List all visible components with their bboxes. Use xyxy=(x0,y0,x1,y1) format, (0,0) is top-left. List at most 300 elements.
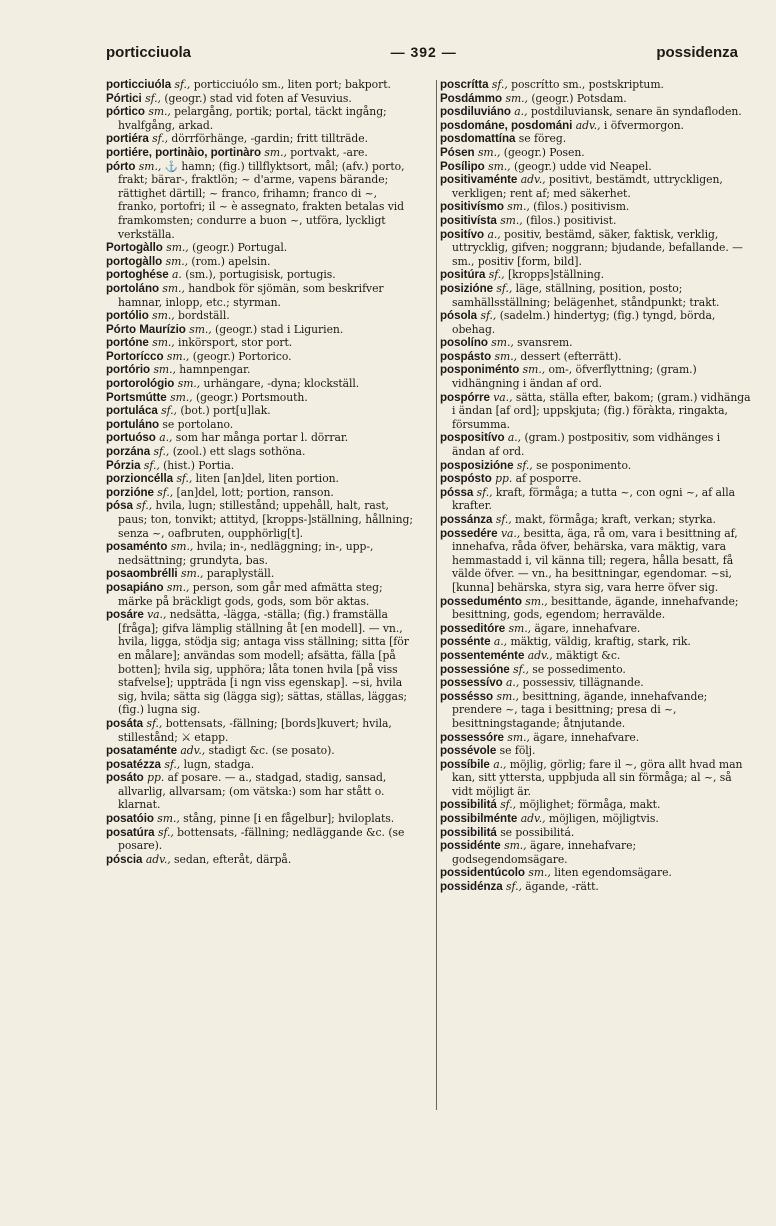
entry-definition: kraft, förmåga; a tutta ~, con ogni ~, af alla krafter. xyxy=(452,485,736,513)
entry-grammar: sf., xyxy=(145,91,161,105)
entry-headword: portoláno xyxy=(106,281,160,295)
dictionary-entry xyxy=(106,255,414,269)
entry-definition: (rom.) apelsin. xyxy=(191,254,271,268)
entry-definition: (geogr.) Portugal. xyxy=(192,241,288,255)
dictionary-entry xyxy=(106,146,414,160)
entry-grammar: sm., xyxy=(166,241,189,255)
entry-headword: posdománe, posdománi xyxy=(440,118,573,132)
dictionary-entry xyxy=(106,812,414,826)
dictionary-entry xyxy=(440,595,752,622)
entry-definition: stång, pinne [i en fågelbur]; hviloplats. xyxy=(183,812,395,826)
entry-grammar: sf., xyxy=(488,268,505,282)
entry-grammar: sm., xyxy=(152,309,175,323)
dictionary-entry xyxy=(440,663,752,677)
entry-definition: liten [an]del, liten portion. xyxy=(195,472,339,486)
entry-headword: posaombrélli xyxy=(106,567,178,581)
dictionary-entry xyxy=(106,853,414,867)
dictionary-entry xyxy=(106,350,414,364)
entry-definition: hvila, lugn; stillestånd; uppehåll, halt, rast, paus; ton, tonvikt; attityd, [kropps-]ställning, hållning; senza ~, oafbruten, oupphörlig[t]. xyxy=(118,499,413,540)
entry-definition: bottensats, -fällning; nedläggande &c. (se posare). xyxy=(118,825,405,853)
entry-definition: postdiluviansk, senare än syndafloden. xyxy=(530,105,742,119)
entry-headword: posatúra xyxy=(106,825,155,839)
entry-grammar: sm., xyxy=(477,145,501,159)
entry-headword: pospásto xyxy=(440,349,492,363)
entry-grammar: sm., xyxy=(148,105,171,119)
entry-grammar: a., xyxy=(514,105,528,119)
entry-definition: bordställ. xyxy=(177,309,230,323)
entry-definition: besitta, äga, rå om, vara i besittning af, innehafva, råda öfver, behärska, vara mäktig, vara hemmastadd i, vil känna till; regera, hålla besatt, få välde öfver. — vn., ha besittningar, egendomar. ~si, [kunna] behärska, styra sig, vara herre öfver sig. xyxy=(452,526,738,594)
entry-definition: (gram.) postpositiv, som vidhänges i ändan af ord. xyxy=(452,431,721,459)
entry-headword: positivísta xyxy=(440,213,497,227)
entry-headword: possessívo xyxy=(440,676,503,690)
entry-grammar: adv., xyxy=(527,648,553,662)
entry-definition: inkörsport, stor port. xyxy=(178,336,293,350)
entry-definition: pelargång, portik; portal, täckt ingång; hvalfgång, arkad. xyxy=(118,105,387,132)
entry-headword: Portorícco xyxy=(106,349,164,363)
dictionary-entry xyxy=(106,581,414,608)
entry-definition: se följ. xyxy=(499,744,536,758)
header-right-word: possidenza xyxy=(656,44,738,61)
entry-grammar: a., xyxy=(493,635,508,649)
entry-definition: (geogr.) Posen. xyxy=(503,145,585,159)
dictionary-entry xyxy=(106,486,414,500)
dictionary-entry xyxy=(440,92,752,106)
entry-grammar: sf., xyxy=(506,880,522,894)
entry-grammar: sf., xyxy=(476,485,493,499)
entry-headword: porzána xyxy=(106,445,151,459)
dictionary-entry xyxy=(106,282,414,309)
page-header xyxy=(106,44,738,66)
entry-headword: Posílipo xyxy=(440,159,485,173)
dictionary-entry xyxy=(440,173,752,200)
entry-grammar: sm., xyxy=(162,281,185,295)
entry-headword: posseditóre xyxy=(440,621,506,635)
entry-grammar: sm., xyxy=(165,254,189,268)
entry-headword: posatézza xyxy=(106,757,161,771)
dictionary-entry xyxy=(440,350,752,364)
entry-headword: portiéra xyxy=(106,132,149,146)
entry-headword: posapiáno xyxy=(106,580,164,594)
entry-grammar: sf., xyxy=(153,445,170,459)
dictionary-entry xyxy=(440,459,752,473)
entry-headword: portogàllo xyxy=(106,254,163,268)
entry-headword: Pórtici xyxy=(106,91,142,105)
entry-headword: possánza xyxy=(440,513,493,526)
entry-definition: (geogr.) udde vid Neapel. xyxy=(513,159,652,173)
entry-definition: möjlighet; förmåga, makt. xyxy=(519,798,661,812)
dictionary-entry xyxy=(106,404,414,418)
entry-headword: posaménto xyxy=(106,540,168,554)
entry-definition: ägare, innehafvare. xyxy=(533,730,640,744)
dictionary-entry xyxy=(440,132,752,146)
entry-headword: posponiménto xyxy=(440,363,520,377)
dictionary-entry xyxy=(106,241,414,255)
entry-grammar: sm., xyxy=(152,336,175,350)
entry-grammar: sm., xyxy=(522,363,546,377)
entry-headword: possedére xyxy=(440,526,498,540)
entry-definition: dörrförhänge, -gardin; fritt tillträde. xyxy=(171,132,368,146)
entry-grammar: sf., xyxy=(164,757,181,771)
entry-headword: possénte xyxy=(440,635,491,649)
entry-definition: [kropps]ställning. xyxy=(507,268,604,282)
dictionary-entry xyxy=(440,758,752,799)
entry-definition: nedsätta, -lägga, -ställa; (fig.) framställa [fråga]; gifva lämplig ställning åt [en modell]. — vn., hvila, ligga, stödja sig; antaga viss ställning; sitta [för en målare]; användas som modell; afsätta, fälla [på botten]; hvila sig, upphöra; låta tonen hvila [på viss stafvelse]; uppträda [i ngn viss egenskap]. ~si, hvila sig, hvila; sätta sig (lägga sig); sättas, ställas, läggas; (fig.) lugna sig. xyxy=(118,608,409,717)
dictionary-entry xyxy=(106,826,414,853)
entry-definition: hvila; in-, nedläggning; in-, upp-, nedsättning; grundyta, bas. xyxy=(118,540,374,567)
dictionary-entry xyxy=(440,146,752,160)
dictionary-entry xyxy=(106,418,414,432)
entry-grammar: sm., xyxy=(508,621,532,635)
entry-grammar: sm., xyxy=(504,839,527,853)
entry-grammar: sf., xyxy=(480,309,497,323)
entry-headword: poscrítta xyxy=(440,78,489,91)
entry-grammar: sm., xyxy=(170,390,193,404)
entry-definition: (geogr.) stad vid foten af Vesuvius. xyxy=(164,91,352,105)
dictionary-entry xyxy=(440,635,752,649)
dictionary-entry xyxy=(106,377,414,391)
entry-grammar: a. xyxy=(172,268,182,282)
entry-headword: porzioncélla xyxy=(106,472,174,486)
entry-grammar: adv., xyxy=(180,744,206,758)
entry-grammar: sf., xyxy=(500,798,517,812)
left-column xyxy=(106,78,414,866)
entry-headword: Pósen xyxy=(440,145,475,159)
entry-headword: Posdámmo xyxy=(440,91,503,105)
entry-headword: positivísmo xyxy=(440,200,504,214)
entry-definition: (zool.) ett slags sothöna. xyxy=(172,445,306,459)
dictionary-entry xyxy=(440,649,752,663)
dictionary-entry xyxy=(440,119,752,133)
dictionary-entry xyxy=(106,771,414,812)
entry-definition: ⚓ hamn; (fig.) tillflyktsort, mål; (afv.) porto, frakt; bärar-, fraktlön; ~ d'arme, vapens bärande; rättighet därtill; ~ franco, frihamn; franco di ~, franko, portofri; il ~ è assegnato, frakten betalas vid framkomsten; condurre a buon ~, utföra, lyckligt verkställa. xyxy=(118,159,405,241)
entry-headword: positivaménte xyxy=(440,173,518,187)
entry-grammar: sf., xyxy=(176,472,193,486)
entry-grammar: pp. xyxy=(147,771,165,785)
entry-definition: lugn, stadga. xyxy=(183,757,255,771)
entry-definition: af posporre. xyxy=(515,472,582,486)
dictionary-entry xyxy=(440,309,752,336)
dictionary-entry xyxy=(440,744,752,758)
entry-headword: possessióne xyxy=(440,662,510,676)
entry-headword: pósa xyxy=(106,499,133,513)
entry-headword: Portsmútte xyxy=(106,390,167,404)
entry-headword: portuláca xyxy=(106,404,158,418)
entry-headword: posáta xyxy=(106,716,144,730)
dictionary-entry xyxy=(106,391,414,405)
dictionary-entry xyxy=(440,731,752,745)
entry-grammar: a., xyxy=(487,227,501,241)
entry-grammar: a., xyxy=(507,431,522,445)
entry-grammar: sm., xyxy=(507,200,530,214)
entry-definition: positiv, bestämd, säker, faktisk, verklig, uttrycklig, gifven; noggrann; bjudande, befallande. — sm., positiv [form, bild]. xyxy=(452,227,743,268)
entry-definition: som har många portar l. dörrar. xyxy=(175,431,349,445)
dictionary-entry xyxy=(440,880,752,894)
entry-headword: portiére, portinàio, portinàro xyxy=(106,145,262,159)
entry-headword: posolíno xyxy=(440,336,488,350)
column-divider xyxy=(436,80,437,1110)
entry-headword: Pórto Maurízio xyxy=(106,322,186,336)
dictionary-entry xyxy=(440,513,752,527)
entry-headword: possidentúcolo xyxy=(440,866,525,880)
entry-headword: póscia xyxy=(106,852,143,866)
entry-grammar: sm., xyxy=(170,540,194,554)
entry-headword: pospórre xyxy=(440,390,490,404)
entry-headword: portório xyxy=(106,363,151,377)
entry-grammar: sf., xyxy=(496,281,513,295)
dictionary-entry xyxy=(440,105,752,119)
entry-definition: dessert (efterrätt). xyxy=(520,349,622,363)
entry-grammar: sf., xyxy=(516,458,533,472)
entry-headword: pospositívo xyxy=(440,431,505,445)
dictionary-entry xyxy=(106,540,414,567)
entry-headword: possibilitá xyxy=(440,825,497,839)
page-number: — 392 — xyxy=(390,44,457,60)
entry-definition: (filos.) positivism. xyxy=(533,200,630,214)
entry-grammar: a., xyxy=(493,757,507,771)
entry-definition: (geogr.) stad i Ligurien. xyxy=(215,322,344,336)
right-column xyxy=(440,78,752,894)
entry-grammar: sf., xyxy=(143,458,160,472)
entry-headword: pórto xyxy=(106,159,136,173)
entry-grammar: sm., xyxy=(166,580,190,594)
entry-headword: portuláno xyxy=(106,417,160,431)
entry-headword: portuóso xyxy=(106,431,156,445)
entry-grammar: sm., xyxy=(507,730,530,744)
entry-definition: ägare, innehafvare; godsegendomsägare. xyxy=(452,839,637,866)
dictionary-entry xyxy=(440,214,752,228)
dictionary-entry xyxy=(440,527,752,595)
entry-headword: possíbile xyxy=(440,757,490,771)
dictionary-entry xyxy=(440,160,752,174)
entry-grammar: sm., xyxy=(494,349,517,363)
entry-grammar: sm., xyxy=(496,689,519,703)
entry-grammar: sf., xyxy=(495,513,512,526)
entry-definition: bottensats, -fällning; [bords]kuvert; hvila, stillestånd; ⚔ etapp. xyxy=(118,716,392,744)
dictionary-entry xyxy=(440,839,752,866)
entry-grammar: sf., xyxy=(136,499,153,513)
entry-grammar: adv., xyxy=(520,812,546,826)
entry-grammar: sm., xyxy=(166,349,190,363)
entry-definition: portvakt, -are. xyxy=(290,145,368,159)
dictionary-entry xyxy=(440,676,752,690)
entry-definition: makt, förmåga; kraft, verkan; styrka. xyxy=(515,513,716,526)
dictionary-entry xyxy=(440,866,752,880)
entry-headword: possessóre xyxy=(440,730,504,744)
entry-grammar: sf., xyxy=(152,132,168,146)
entry-headword: posizióne xyxy=(440,281,494,295)
entry-grammar: sf., xyxy=(491,78,508,91)
entry-definition: (geogr.) Portsmouth. xyxy=(195,390,308,404)
entry-headword: possésso xyxy=(440,689,494,703)
dictionary-entry xyxy=(106,459,414,473)
entry-definition: se posponimento. xyxy=(536,458,632,472)
entry-grammar: sf., xyxy=(146,716,163,730)
entry-grammar: adv., xyxy=(575,118,601,132)
dictionary-entry xyxy=(106,132,414,146)
entry-definition: (sadelm.) hindertyg; (fig.) tyngd, börda, obehag. xyxy=(452,309,716,336)
entry-definition: hamnpengar. xyxy=(179,363,251,377)
dictionary-entry xyxy=(106,567,414,581)
entry-headword: possidénte xyxy=(440,839,501,853)
entry-definition: i öfvermorgon. xyxy=(603,118,684,132)
entry-definition: urhängare, -dyna; klockställ. xyxy=(203,377,360,391)
entry-definition: se föreg. xyxy=(518,132,567,146)
dictionary-entry xyxy=(440,622,752,636)
entry-headword: portólio xyxy=(106,309,149,323)
dictionary-entry xyxy=(106,309,414,323)
dictionary-entry xyxy=(106,758,414,772)
entry-headword: portorológio xyxy=(106,377,175,391)
entry-headword: possidénza xyxy=(440,880,503,894)
dictionary-entry xyxy=(440,812,752,826)
entry-headword: posdomattína xyxy=(440,132,516,146)
entry-definition: (sm.), portugisisk, portugis. xyxy=(185,268,336,282)
entry-grammar: sf., xyxy=(174,78,191,91)
dictionary-entry xyxy=(106,78,414,92)
entry-definition: (hist.) Portia. xyxy=(163,458,235,472)
dictionary-entry xyxy=(106,744,414,758)
entry-definition: se possibilitá. xyxy=(500,825,575,839)
dictionary-entry xyxy=(106,472,414,486)
entry-definition: stadigt &c. (se posato). xyxy=(208,744,335,758)
entry-grammar: sm., xyxy=(488,159,511,173)
dictionary-entry xyxy=(106,608,414,717)
entry-headword: positívo xyxy=(440,227,485,241)
entry-definition: handbok för sjömän, som beskrifver hamnar, inlopp, etc.; styrman. xyxy=(118,281,384,309)
dictionary-entry xyxy=(106,92,414,106)
entry-grammar: adv., xyxy=(145,852,171,866)
entry-grammar: sf., xyxy=(157,825,174,839)
entry-grammar: sm., xyxy=(491,336,514,350)
entry-definition: porticciuólo sm., liten port; bakport. xyxy=(193,78,391,91)
entry-grammar: sm., xyxy=(157,812,180,826)
entry-definition: läge, ställning, position, posto; samhällsställning; belägenhet, ståndpunkt; trakt. xyxy=(452,281,720,309)
dictionary-entry xyxy=(106,105,414,132)
entry-definition: paraplyställ. xyxy=(206,567,275,581)
dictionary-entry xyxy=(106,160,414,242)
entry-headword: porzióne xyxy=(106,485,154,499)
entry-definition: sätta, ställa efter, bakom; (gram.) vidhänga i ändan [af ord]; uppskjuta; (fig.) föràkta, ringakta, försumma. xyxy=(452,390,751,431)
entry-definition: person, som går med afmätta steg; märke på bräckligt gods, gods, som bör aktas. xyxy=(118,580,383,608)
dictionary-entry xyxy=(440,268,752,282)
entry-definition: (geogr.) Portorico. xyxy=(192,349,292,363)
entry-grammar: sf., xyxy=(161,404,177,418)
entry-definition: se possedimento. xyxy=(532,662,626,676)
entry-headword: possibilménte xyxy=(440,812,518,826)
entry-definition: [an]del, lott; portion, ranson. xyxy=(176,485,334,499)
dictionary-entry xyxy=(440,363,752,390)
entry-headword: posseduménto xyxy=(440,594,522,608)
dictionary-entry xyxy=(106,499,414,540)
dictionary-entry xyxy=(106,717,414,744)
entry-grammar: a., xyxy=(159,431,173,445)
dictionary-entry xyxy=(440,78,752,92)
dictionary-entry xyxy=(440,826,752,840)
entry-definition: (geogr.) Potsdam. xyxy=(531,91,627,105)
dictionary-entry xyxy=(106,323,414,337)
entry-headword: portóne xyxy=(106,336,149,350)
entry-definition: possessiv, tillägnande. xyxy=(522,676,644,690)
entry-grammar: adv., xyxy=(520,173,546,187)
entry-definition: mäktig, väldig, kraftig, stark, rik. xyxy=(510,635,691,649)
entry-definition: om-, öfverflyttning; (gram.) vidhängning i ändan af ord. xyxy=(452,363,697,391)
entry-headword: possévole xyxy=(440,744,497,758)
dictionary-entry xyxy=(440,431,752,458)
entry-definition: besittning, ägande, innehafvande; prendere ~, taga i besittning; presa di ~, besittningstagande; åtnjutande. xyxy=(452,689,708,730)
entry-grammar: va., xyxy=(147,608,167,622)
dictionary-entry xyxy=(440,228,752,269)
entry-grammar: va., xyxy=(500,526,521,540)
entry-definition: svansrem. xyxy=(517,336,573,350)
entry-headword: pospósto xyxy=(440,472,492,486)
dictionary-entry xyxy=(106,445,414,459)
dictionary-entry xyxy=(106,268,414,282)
entry-grammar: sm., xyxy=(177,377,201,391)
entry-definition: mäktigt &c. xyxy=(555,648,621,662)
entry-definition: liten egendomsägare. xyxy=(554,866,672,880)
dictionary-entry xyxy=(106,336,414,350)
entry-headword: póssa xyxy=(440,485,474,499)
entry-definition: poscrítto sm., postskriptum. xyxy=(511,78,664,91)
entry-definition: af posare. — a., stadgad, stadig, sansad, allvarlig, allvarsam; (om vätska:) som har stått o. klarnat. xyxy=(118,771,387,812)
entry-grammar: sm., xyxy=(500,213,523,227)
entry-definition: (bot.) port[u]lak. xyxy=(180,404,271,418)
entry-definition: sedan, efteråt, därpå. xyxy=(174,852,292,866)
entry-definition: ägare, innehafvare. xyxy=(534,621,641,635)
entry-definition: positivt, bestämdt, uttryckligen, verkligen; rent af; med säkerhet. xyxy=(452,173,723,200)
dictionary-entry xyxy=(106,363,414,377)
entry-grammar: sm., xyxy=(525,594,548,608)
header-left-word: porticciuola xyxy=(106,44,192,61)
entry-headword: possenteménte xyxy=(440,648,525,662)
dictionary-entry xyxy=(106,431,414,445)
entry-headword: posatóio xyxy=(106,812,154,826)
entry-grammar: pp. xyxy=(495,472,513,486)
entry-headword: Portogàllo xyxy=(106,241,163,255)
entry-headword: pósola xyxy=(440,309,478,323)
dictionary-entry xyxy=(440,391,752,432)
entry-grammar: sm., xyxy=(189,322,212,336)
entry-definition: möjligen, möjligtvis. xyxy=(548,812,659,826)
entry-grammar: sm., xyxy=(153,363,176,377)
entry-headword: pórtico xyxy=(106,105,145,119)
entry-headword: possibilitá xyxy=(440,798,497,812)
dictionary-entry xyxy=(440,472,752,486)
entry-headword: posposizióne xyxy=(440,458,514,472)
entry-grammar: sm., xyxy=(505,91,528,105)
entry-headword: porticciuóla xyxy=(106,78,172,91)
dictionary-entry xyxy=(440,690,752,731)
entry-grammar: sf., xyxy=(157,485,174,499)
entry-definition: (filos.) positivist. xyxy=(526,213,617,227)
entry-grammar: sm., xyxy=(138,159,162,173)
entry-grammar: sm., xyxy=(264,145,287,159)
dictionary-entry xyxy=(440,282,752,309)
dictionary-entry xyxy=(440,798,752,812)
entry-headword: posdiluviáno xyxy=(440,105,511,119)
dictionary-entry xyxy=(440,486,752,513)
entry-headword: posáto xyxy=(106,771,144,785)
entry-grammar: a., xyxy=(506,676,520,690)
entry-definition: ägande, -rätt. xyxy=(525,880,599,894)
dictionary-entry xyxy=(440,200,752,214)
entry-grammar: sf., xyxy=(513,662,529,676)
entry-grammar: sm., xyxy=(180,567,204,581)
dictionary-entry xyxy=(440,336,752,350)
entry-definition: se portolano. xyxy=(162,417,234,431)
entry-headword: posataménte xyxy=(106,744,177,758)
entry-headword: posáre xyxy=(106,608,144,622)
